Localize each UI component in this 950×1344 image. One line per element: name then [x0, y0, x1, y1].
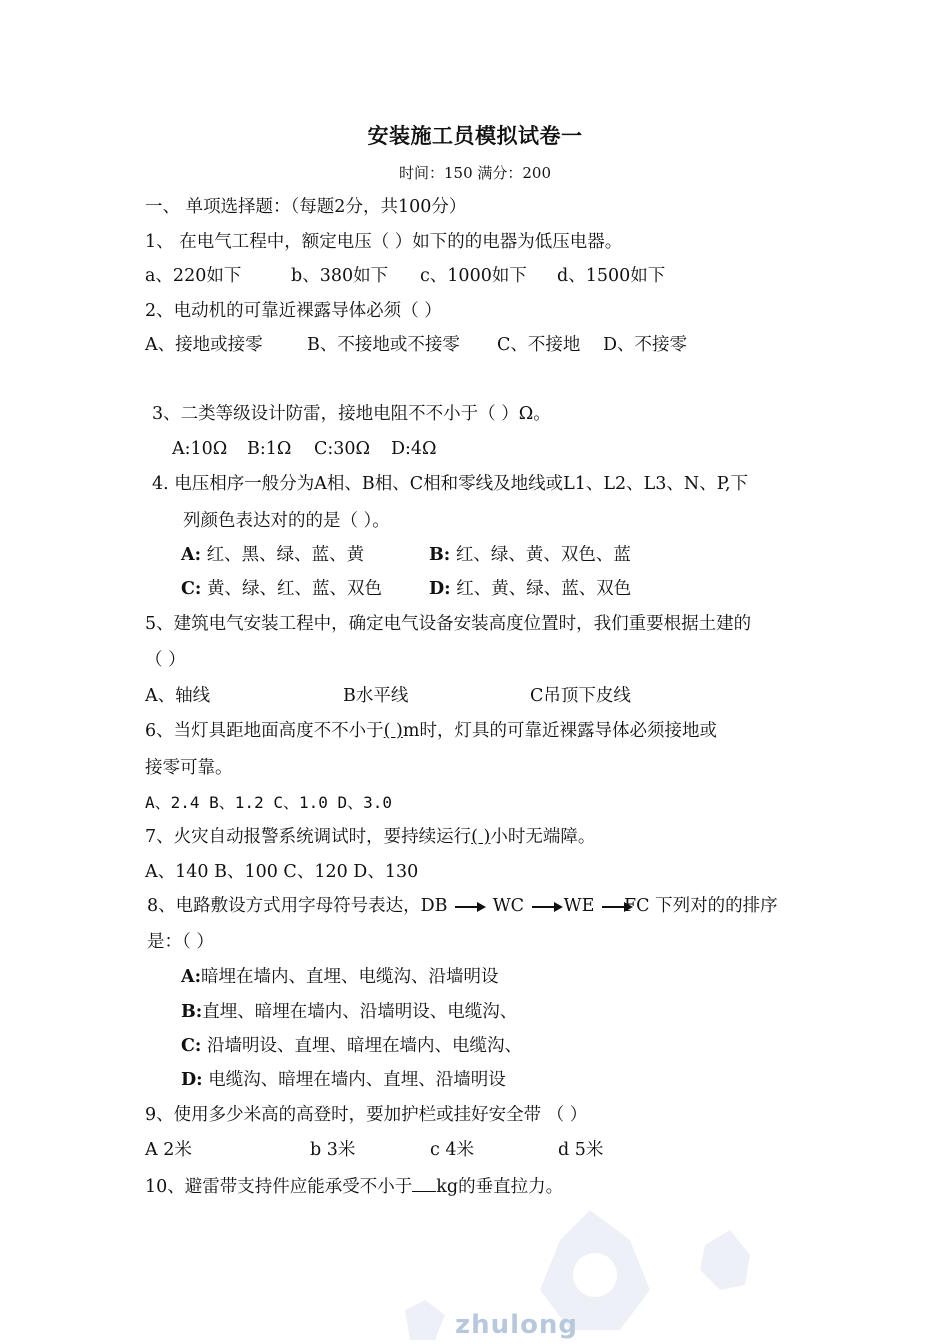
arrow-right-icon — [453, 900, 487, 914]
code-fc: FC — [624, 896, 650, 916]
option-text: 红、绿、黄、双色、蓝 — [450, 545, 631, 565]
watermark-logo — [300, 1200, 950, 1344]
option-c: C、不接地 — [497, 335, 581, 355]
question-1-stem: 1、 在电气工程中，额定电压（ ）如下的的电器为低压电器。 — [145, 232, 623, 252]
option-key: B: — [429, 545, 451, 565]
option-text: 黄、绿、红、蓝、双色 — [201, 579, 382, 599]
option-b: B、不接地或不接零 — [307, 335, 460, 355]
option-c: c、1000如下 — [420, 266, 527, 286]
question-3-stem: 3、二类等级设计防雷，接地电阻不不小于（ ）Ω。 — [152, 404, 551, 424]
option-c: C吊顶下皮线 — [530, 686, 631, 706]
option-b: B水平线 — [343, 686, 409, 706]
question-6-stem — [145, 720, 717, 742]
option-text: 暗埋在墙内、直埋、电缆沟、沿墙明设 — [201, 967, 499, 987]
option-key: B: — [181, 1002, 203, 1022]
stem-text: m时，灯具的可靠近裸露导体必须接地或 — [402, 721, 717, 741]
option-b: b 3米 — [310, 1140, 356, 1160]
stem-text: kg的垂直拉力。 — [436, 1177, 564, 1197]
option-key: A: — [181, 545, 202, 565]
option-d: D、不接零 — [603, 335, 688, 355]
code-we: WE — [563, 896, 595, 916]
option-d — [429, 578, 631, 600]
question-7-stem — [145, 826, 595, 848]
option-text: 红、黑、绿、蓝、黄 — [201, 545, 365, 565]
question-8-option-c — [181, 1035, 522, 1057]
answer-blank: ( ) — [471, 827, 491, 847]
question-5-stem: 5、建筑电气安装工程中，确定电气设备安装高度位置时，我们重要根据土建的 — [145, 614, 752, 634]
question-8-stem — [147, 895, 778, 917]
option-a: A:10Ω — [172, 439, 228, 459]
option-b: B:1Ω — [247, 439, 292, 459]
option-key: D: — [429, 579, 451, 599]
option-d: d 5米 — [558, 1140, 604, 1160]
option-a: A、轴线 — [145, 686, 211, 706]
option-c — [181, 578, 382, 600]
question-5-stem-cont: （ ） — [145, 650, 186, 670]
option-d: D:4Ω — [391, 439, 437, 459]
option-key: D: — [181, 1070, 203, 1090]
answer-blank: ( ) — [383, 721, 403, 741]
option-key: C: — [181, 1036, 202, 1056]
stem-text: 6、当灯具距地面高度不不小于 — [145, 721, 384, 741]
question-9-stem: 9、使用多少米高的高登时，要加护栏或挂好安全带 （ ） — [145, 1105, 588, 1125]
code-wc: WC — [492, 896, 525, 916]
option-a — [181, 544, 364, 566]
option-a: A 2米 — [145, 1140, 192, 1160]
question-8-option-d — [181, 1069, 506, 1091]
option-b: b、380如下 — [291, 266, 389, 286]
option-text: 红、黄、绿、蓝、双色 — [450, 579, 632, 599]
stem-text: 8、电路敷设方式用字母符号表达，DB — [147, 896, 448, 916]
question-4-stem: 4. 电压相序一般分为A相、B相、C相和零线及地线或L1、L2、L3、N、P,下 — [152, 474, 749, 494]
question-8-option-b — [181, 1001, 517, 1023]
option-a: A、接地或接零 — [145, 335, 263, 355]
option-text: 电缆沟、暗埋在墙内、直埋、沿墙明设 — [202, 1070, 506, 1090]
option-c: C:30Ω — [314, 439, 371, 459]
option-d: d、1500如下 — [557, 266, 666, 286]
option-a: a、220如下 — [145, 266, 242, 286]
exam-title: 安装施工员模拟试卷一 — [367, 123, 583, 148]
question-8-option-a — [181, 966, 499, 988]
watermark-text: zhulong — [455, 1310, 579, 1340]
question-2-stem: 2、电动机的可靠近裸露导体必须（ ） — [145, 301, 442, 321]
question-6-stem-cont: 接零可靠。 — [145, 758, 233, 778]
option-text: 沿墙明设、直埋、暗埋在墙内、电缆沟、 — [201, 1036, 522, 1056]
option-key: C: — [181, 579, 202, 599]
stem-text: 小时无端障。 — [490, 827, 596, 847]
option-c: c 4米 — [430, 1140, 474, 1160]
option-text: 直埋、暗埋在墙内、沿墙明设、电缆沟、 — [202, 1002, 518, 1022]
exam-meta: 时间：150 满分：200 — [398, 164, 552, 182]
stem-text: 下列对的的排序 — [655, 896, 778, 916]
question-6-options: A、2.4 B、1.2 C、1.0 D、3.0 — [145, 793, 393, 812]
arrow-right-icon — [530, 900, 564, 914]
stem-text: 10、避雷带支持件应能承受不小于 — [145, 1177, 413, 1197]
question-4-stem-cont: 列颜色表达对的的是（ ）。 — [183, 511, 390, 531]
option-b — [429, 544, 631, 566]
question-7-options: A、140 B、100 C、120 D、130 — [145, 862, 419, 882]
section-heading: 一、 单项选择题：（每题2分，共100分） — [145, 197, 467, 217]
question-10-stem — [145, 1173, 563, 1198]
option-key: A: — [181, 967, 202, 987]
answer-blank — [412, 1173, 436, 1192]
question-8-stem-cont: 是：（ ） — [147, 932, 214, 952]
stem-text: 7、火灾自动报警系统调试时，要持续运行 — [145, 827, 472, 847]
